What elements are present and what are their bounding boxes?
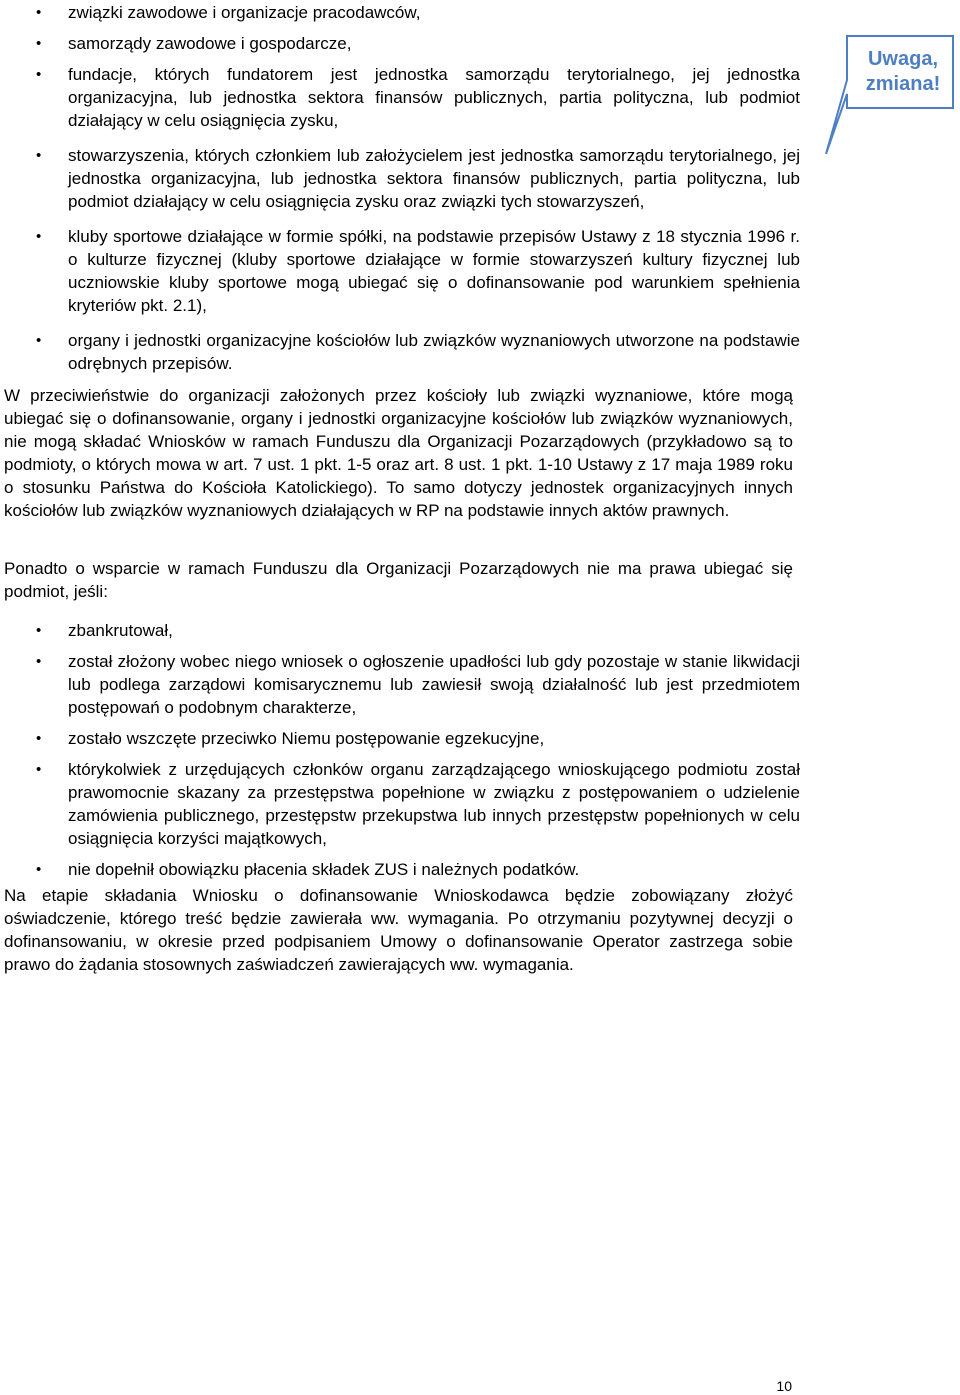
page-number: 10 [776,1378,792,1394]
list-item: • został złożony wobec niego wniosek o ogłoszenie upadłości lub gdy pozostaje w stanie likwidacji lub podlega zarządowi komisarycznemu lub zawiesił swoją działalność lub jest przedmiotem postępowań o podobnym charakterze, [68,650,800,719]
paragraph-exclusion-intro: Ponadto o wsparcie w ramach Funduszu dla Organizacji Pozarządowych nie ma prawa ubiegać się podmiot, jeśli: [4,559,793,601]
list-item: • stowarzyszenia, których członkiem lub założycielem jest jednostka samorządu terytorialnego, jej jednostka organizacyjna, lub jednostka sektora finansów publicznych, partia polityczna, lub podmiot działający w celu osiągnięcia zysku oraz związki tych stowarzyszeń, [68,144,800,213]
exclusion-conditions-list [68,619,800,889]
list-item: • którykolwiek z urzędujących członków organu zarządzającego wnioskującego podmiotu został prawomocnie skazany za przestępstwa popełnione w związku z postępowaniem o udzielenie zamówienia publicznego, przestępstw przekupstwa lub innych przestępstw popełnionych w celu osiągnięcia korzyści majątkowych, [68,758,800,850]
list-item: • kluby sportowe działające w formie spółki, na podstawie przepisów Ustawy z 18 stycznia 1996 r. o kulturze fizycznej (kluby sportowe działające w formie stowarzyszeń kultury fizycznej lub uczniowskie kluby sportowe mogą ubiegać się o dofinansowanie pod warunkiem spełnienia kryteriów pkt. 2.1), [68,225,800,317]
list-item: • nie dopełnił obowiązku płacenia składek ZUS i należnych podatków. [68,858,800,881]
paragraph-church-organizations: W przeciwieństwie do organizacji założonych przez kościoły lub związki wyznaniowe, które mogą ubiegać się o dofinansowanie, organy i jednostki organizacyjne kościołów lub związków wyznaniowych, nie mogą składać Wniosków w ramach Funduszu dla Organizacji Pozarządowych (przykładowo są to podmioty, o których mowa w art. 7 ust. 1 pkt. 1-5 oraz art. 8 ust. 1 pkt. 1-10 Ustawy z 17 maja 1989 roku o stosunku Państwa do Kościoła Katolickiego). To samo dotyczy jednostek organizacyjnych innych kościołów lub związków wyznaniowych działających w RP na podstawie innych aktów prawnych. [4,386,793,520]
ineligible-entities-list [68,1,800,382]
callout-note [823,34,955,154]
callout-text: Uwaga, zmiana! [865,48,941,95]
list-item: • związki zawodowe i organizacje pracodawców, [68,1,800,24]
list-item: • organy i jednostki organizacyjne kościołów lub związków wyznaniowych utworzone na podstawie odrębnych przepisów. [68,329,800,375]
list-item: • fundacje, których fundatorem jest jednostka samorządu terytorialnego, jej jednostka organizacyjna, lub jednostka sektora finansów publicznych, partia polityczna, lub podmiot działający w celu osiągnięcia zysku, [68,63,800,132]
paragraph-declaration: Na etapie składania Wniosku o dofinansowanie Wnioskodawca będzie zobowiązany złożyć oświadczenie, którego treść będzie zawierała ww. wymagania. Po otrzymaniu pozytywnej decyzji o dofinansowaniu, w okresie przed podpisaniem Umowy o dofinansowanie Operator zastrzega sobie prawo do żądania stosownych zaświadczeń zawierających ww. wymagania. [4,886,793,974]
list-item: • zbankrutował, [68,619,800,642]
list-item: • zostało wszczęte przeciwko Niemu postępowanie egzekucyjne, [68,727,800,750]
list-item: • samorządy zawodowe i gospodarcze, [68,32,800,55]
